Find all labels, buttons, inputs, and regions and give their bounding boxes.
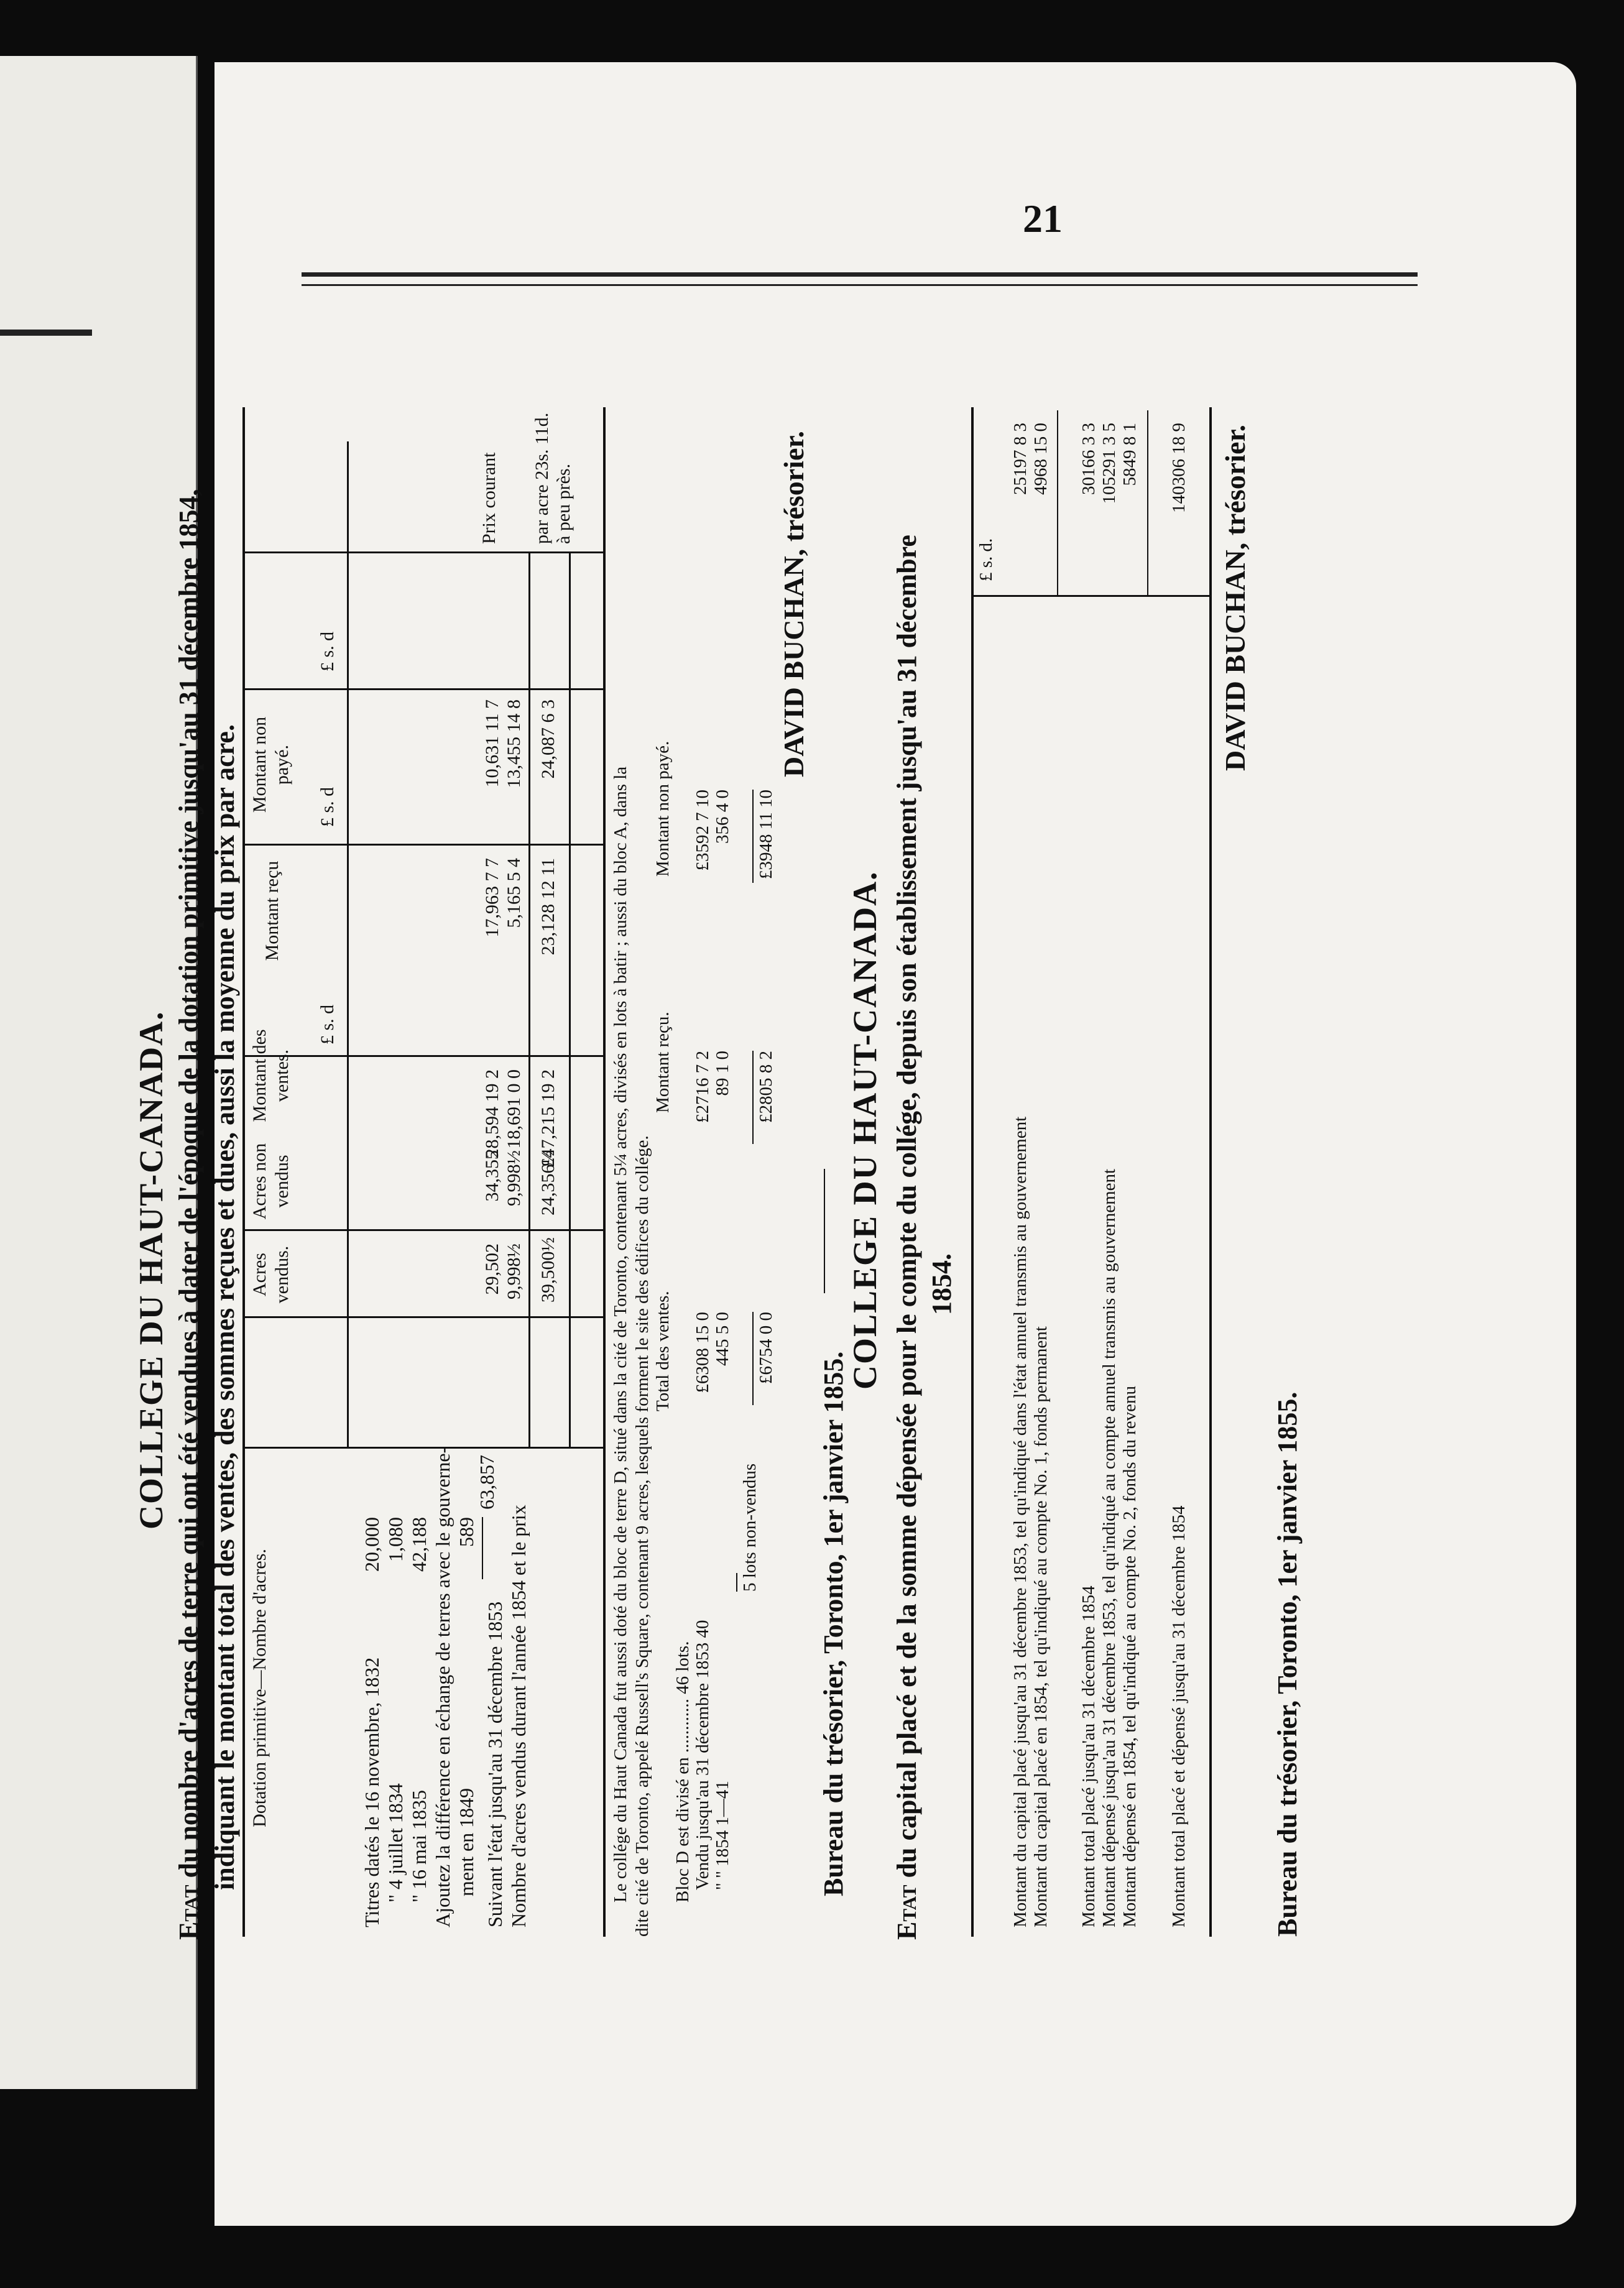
section1-heading-line1 [171, 489, 207, 1940]
s2-row-value: 4968 15 0 [1031, 423, 1051, 495]
s2-row-value: 105291 3 5 [1099, 423, 1119, 504]
section2-heading-text: du capital placé et de la somme dépensée pour le compte du collége, depuis son établissement jusqu'au 31 décembre [892, 535, 922, 1885]
note-line1: Le collége du Haut Canada fut aussi doté du bloc de terre D, situé dans la cité de Toronto, contenant 5¼ acres, divisés en lots à batir ; aussi du bloc A, dans la [611, 766, 630, 1903]
prix-courant-3: à peu près. [553, 463, 574, 544]
section2-heading-line1 [889, 535, 925, 1940]
section2-bureau: Bureau du trésorier, Toronto, 1er janvier 1855. [1272, 1391, 1303, 1937]
cell-non-vendus: 9,998½ [504, 1150, 524, 1206]
cell-non-vendus: 34,355 [482, 1150, 502, 1202]
total-non-vendus: 24,356½ [538, 1150, 558, 1216]
cell-ventes: 18,691 0 0 [504, 1069, 524, 1149]
section2-heading-lead: Etat [892, 1884, 922, 1940]
total-recu: 23,128 12 11 [538, 858, 558, 956]
lsd-non-paye: £ s. d [317, 631, 338, 671]
rotated-content [124, 298, 1324, 1940]
s2-row-value: 140306 18 9 [1169, 423, 1189, 513]
section1-signature: DAVID BUCHAN, trésorier. [778, 430, 810, 777]
row-label: Nombre d'acres vendus durant l'année 1854 et le prix [507, 1505, 530, 1927]
total-vendus: 39,500½ [538, 1237, 558, 1303]
cell-non-paye: 13,455 14 8 [504, 699, 524, 788]
total-ventes: £47,215 19 2 [538, 1069, 558, 1168]
s2-row-value: 5849 8 1 [1120, 423, 1140, 486]
vendu-label: " " 1854 1—41 [713, 1781, 732, 1890]
s2-row-label: Montant total placé jusqu'au 31 décembre 1854 [1079, 1585, 1099, 1927]
header-acres-vendus: Acres vendus. [249, 1245, 292, 1304]
top-rule [302, 272, 1418, 286]
row-value: 1,080 [384, 1517, 407, 1562]
row-label: Titres datés le 16 novembre, 1832 [361, 1657, 383, 1927]
lsd-ventes: £ s. d [317, 1004, 338, 1045]
vendu-totals-total: £6754 0 0 [756, 1312, 776, 1384]
row-label: ment en 1849 [455, 1788, 478, 1896]
section2-heading-line2: 1854. [926, 1253, 957, 1315]
s2-row-label: Montant du capital placé jusqu'au 31 décembre 1853, tel qu'indiqué dans l'état annuel transmis au gouvernement [1010, 1116, 1030, 1927]
section2-lsd: £ s. d. [976, 538, 996, 581]
vendu-recu: 89 1 0 [713, 1051, 732, 1096]
section1-title: COLLEGE DU HAUT-CANADA. [132, 1010, 170, 1529]
vendu-recu: £2716 7 2 [693, 1051, 713, 1123]
lsd-recu: £ s. d [317, 786, 338, 827]
prix-courant-2: par acre 23s. 11d. [532, 412, 552, 544]
vendu-label: Vendu jusqu'au 31 décembre 1853 40 [693, 1620, 713, 1890]
cell-recu: 17,963 7 7 [482, 858, 502, 938]
subheader-total: Total des ventes. [653, 1291, 673, 1411]
total-non-paye: 24,087 6 3 [538, 699, 558, 779]
s2-row-value: 30166 3 3 [1079, 423, 1099, 495]
row-label: Suivant l'état jusqu'au 31 décembre 1853 [484, 1601, 506, 1927]
vendu-non-paye: £3592 7 10 [693, 790, 713, 871]
row-value: 42,188 [408, 1517, 430, 1572]
row-label: " 4 juillet 1834 [384, 1783, 407, 1903]
s2-row-label: Montant dépensé en 1854, tel qu'indiqué au compte No. 2, fonds du revenu [1120, 1385, 1140, 1927]
row-label: Ajoutez la différence en échange de terres avec le gouverne- [431, 1446, 454, 1927]
cell-non-paye: 10,631 11 7 [482, 699, 502, 788]
section2-title: COLLEGE DU HAUT-CANADA. [846, 870, 884, 1390]
cell-ventes: 28,594 19 2 [482, 1069, 502, 1158]
subheader-non-paye: Montant non payé. [653, 740, 673, 877]
section1-heading-line2: indiquant le montant total des ventes, des sommes reçues et dues, aussi la moyenne du prix par acre. [210, 724, 240, 1890]
cell-vendus: 9,998½ [504, 1243, 524, 1299]
total-acres: 63,857 [476, 1455, 498, 1510]
cell-recu: 5,165 5 4 [504, 858, 524, 928]
row-value: 20,000 [361, 1517, 383, 1572]
header-dotation: Dotation primitive—Nombre d'acres. [249, 1549, 270, 1827]
s2-row-label: Montant du capital placé en 1854, tel qu'indiqué au compte No. 1, fonds permanent [1031, 1326, 1051, 1927]
vendu-total: 445 5 0 [713, 1312, 732, 1366]
vendu-totals-recu: £2805 8 2 [756, 1051, 776, 1123]
section1-bureau: Bureau du trésorier, Toronto, 1er janvier 1855. [818, 1351, 849, 1896]
section2-signature: DAVID BUCHAN, trésorier. [1219, 424, 1251, 771]
s2-row-label: Montant total placé et dépensé jusqu'au 31 décembre 1854 [1169, 1505, 1189, 1927]
header-acres-non-vendus: Acres non vendus [249, 1143, 292, 1220]
note-line2: dite cité de Toronto, appelé Russell's Square, contenant 9 acres, lesquels forment le site des édifices du collége. [632, 1135, 652, 1937]
header-montant-recu: Montant reçu [262, 860, 282, 961]
prix-courant-1: Prix courant [479, 452, 499, 544]
section1-heading-text: du nombre d'acres de terre qui ont été vendues à dater de l'époque de la dotation primitive jusqu'au 31 décembre 1854, [173, 489, 204, 1885]
s2-row-label: Montant dépensé jusqu'au 31 décembre 1853, tel qu'indiqué au compte annuel transmis au gouvernement [1099, 1168, 1119, 1927]
lots-label: 5 lots non-vendus [740, 1463, 760, 1592]
section1-heading-lead: Etat [173, 1884, 204, 1940]
row-value: 589 [455, 1517, 478, 1547]
page-number: 21 [1023, 196, 1063, 241]
bloc-label: Bloc D est divisé en ............ 46 lots. [673, 1641, 693, 1903]
cell-vendus: 29,502 [482, 1243, 502, 1295]
vendu-non-paye: 356 4 0 [713, 790, 732, 844]
s2-row-value: 25197 8 3 [1010, 423, 1030, 495]
header-montant-non-paye: Montant non payé. [249, 716, 292, 813]
facing-page-rule [0, 330, 92, 336]
subheader-recu: Montant reçu. [653, 1012, 673, 1113]
vendu-total: £6308 15 0 [693, 1312, 713, 1393]
row-label: " 16 mai 1835 [408, 1789, 430, 1903]
header-montant-ventes: Montant des ventes. [249, 1029, 292, 1122]
vendu-totals-non-paye: £3948 11 10 [756, 790, 776, 879]
